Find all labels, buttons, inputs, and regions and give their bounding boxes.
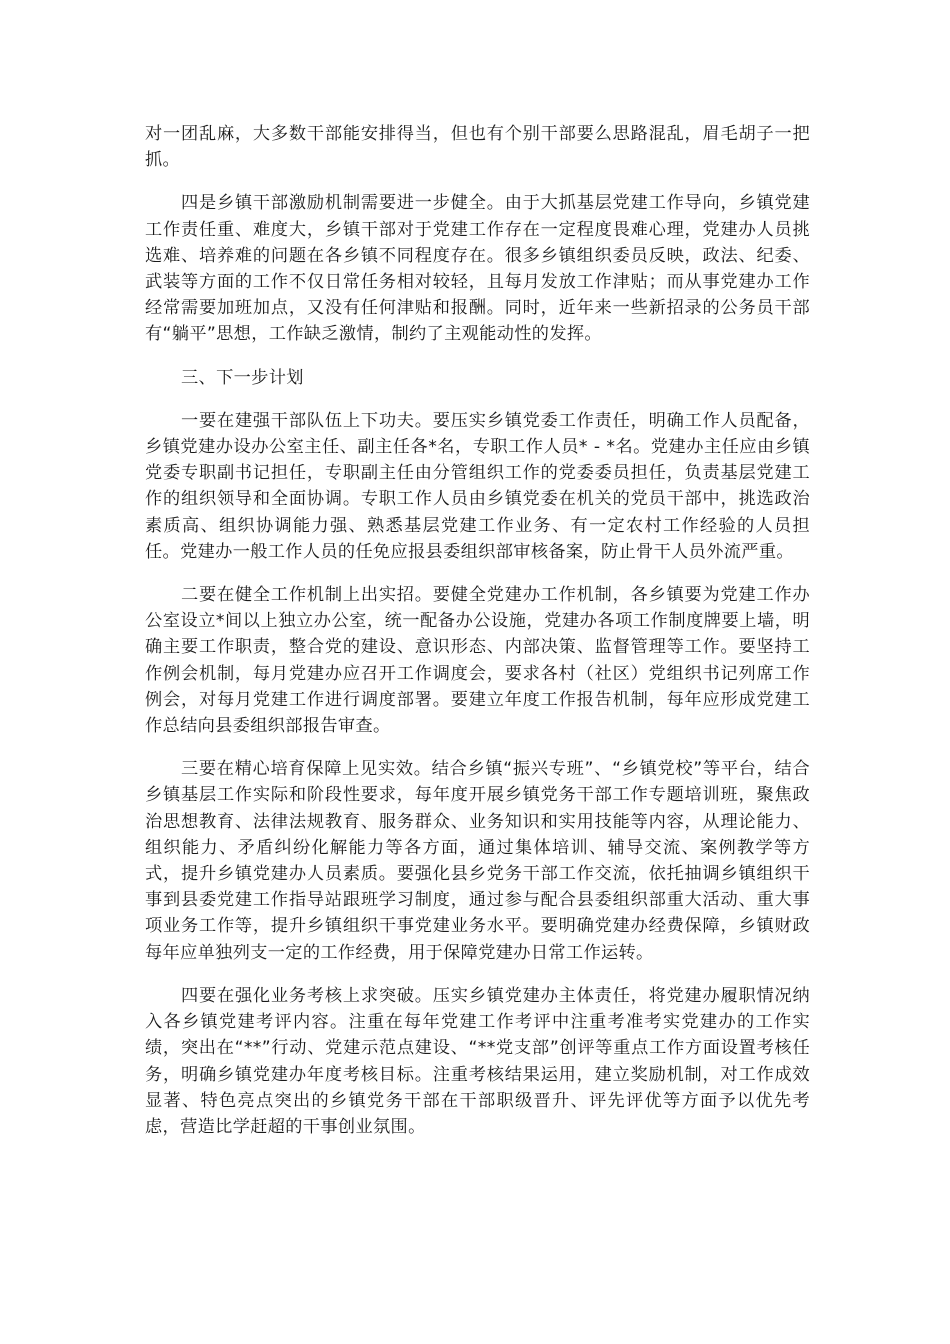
document-body: [145, 121, 810, 1157]
paragraph-work-mechanism: 二要在健全工作机制上出实招。要健全党建办工作机制，各乡镇要为党建工作办公室设立*间以上独立办公室，统一配备办公设施，党建办各项工作制度牌要上墙，明确主要工作职责，整合党的建设、意识形态、内部决策、监督管理等工作。要坚持工作例会机制，每月党建办应召开工作调度会，要求各村（社区）党组织书记列席工作例会，对每月党建工作进行调度部署。要建立年度工作报告机制，每年应形成党建工作总结向县委组织部报告审查。: [145, 585, 810, 737]
paragraph-assessment: 四要在强化业务考核上求突破。压实乡镇党建办主体责任，将党建办履职情况纳入各乡镇党建考评内容。注重在每年党建工作考评中注重考准考实党建办的工作实绩，突出在“**”行动、党建示范点建设、“**党支部”创评等重点工作方面设置考核任务，明确乡镇党建办年度考核目标。注重考核结果运用，建立奖励机制，对工作成效显著、特色亮点突出的乡镇党务干部在干部职级晋升、评先评优等方面予以优先考虑，营造比学赶超的干事创业氛围。: [145, 985, 810, 1137]
section-heading-next-plan: 三、下一步计划: [181, 367, 304, 388]
paragraph-training-support: 三要在精心培育保障上见实效。结合乡镇“振兴专班”、“乡镇党校”等平台，结合乡镇基层工作实际和阶段性要求，每年度开展乡镇党务干部工作专题培训班，聚焦政治思想教育、法律法规教育、服务群众、业务知识和实用技能等内容，从理论能力、组织能力、矛盾纠纷化解能力等各方面，通过集体培训、辅导交流、案例教学等方式，提升乡镇党建办人员素质。要强化县乡党务干部工作交流，依托抽调乡镇组织干事到县委党建工作指导站跟班学习制度，通过参与配合县委组织部重大活动、重大事项业务工作等，提升乡镇组织干事党建业务水平。要明确党建办经费保障，乡镇财政每年应单独列支一定的工作经费，用于保障党建办日常工作运转。: [145, 759, 810, 963]
paragraph-continuation: 对一团乱麻，大多数干部能安排得当，但也有个别干部要么思路混乱，眉毛胡子一把抓。: [145, 124, 810, 171]
paragraph-incentive-mechanism: 四是乡镇干部激励机制需要进一步健全。由于大抓基层党建工作导向，乡镇党建工作责任重、难度大，乡镇干部对于党建工作存在一定程度畏难心理，党建办人员挑选难、培养难的问题在各乡镇不同程度存在。很多乡镇组织委员反映，政法、纪委、武装等方面的工作不仅日常任务相对较轻，且每月发放工作津贴；而从事党建办工作经常需要加班加点，又没有任何津贴和报酬。同时，近年来一些新招录的公务员干部有“躺平”思想，工作缺乏激情，制约了主观能动性的发挥。: [145, 193, 810, 345]
paragraph-team-building: 一要在建强干部队伍上下功夫。要压实乡镇党委工作责任，明确工作人员配备，乡镇党建办设办公室主任、副主任各*名，专职工作人员* - *名。党建办主任应由乡镇党委专职副书记担任，专职副主任由分管组织工作的党委委员担任，负责基层党建工作的组织领导和全面协调。专职工作人员由乡镇党委在机关的党员干部中，挑选政治素质高、组织协调能力强、熟悉基层党建工作业务、有一定农村工作经验的人员担任。党建办一般工作人员的任免应报县委组织部审核备案，防止骨干人员外流严重。: [145, 410, 810, 562]
